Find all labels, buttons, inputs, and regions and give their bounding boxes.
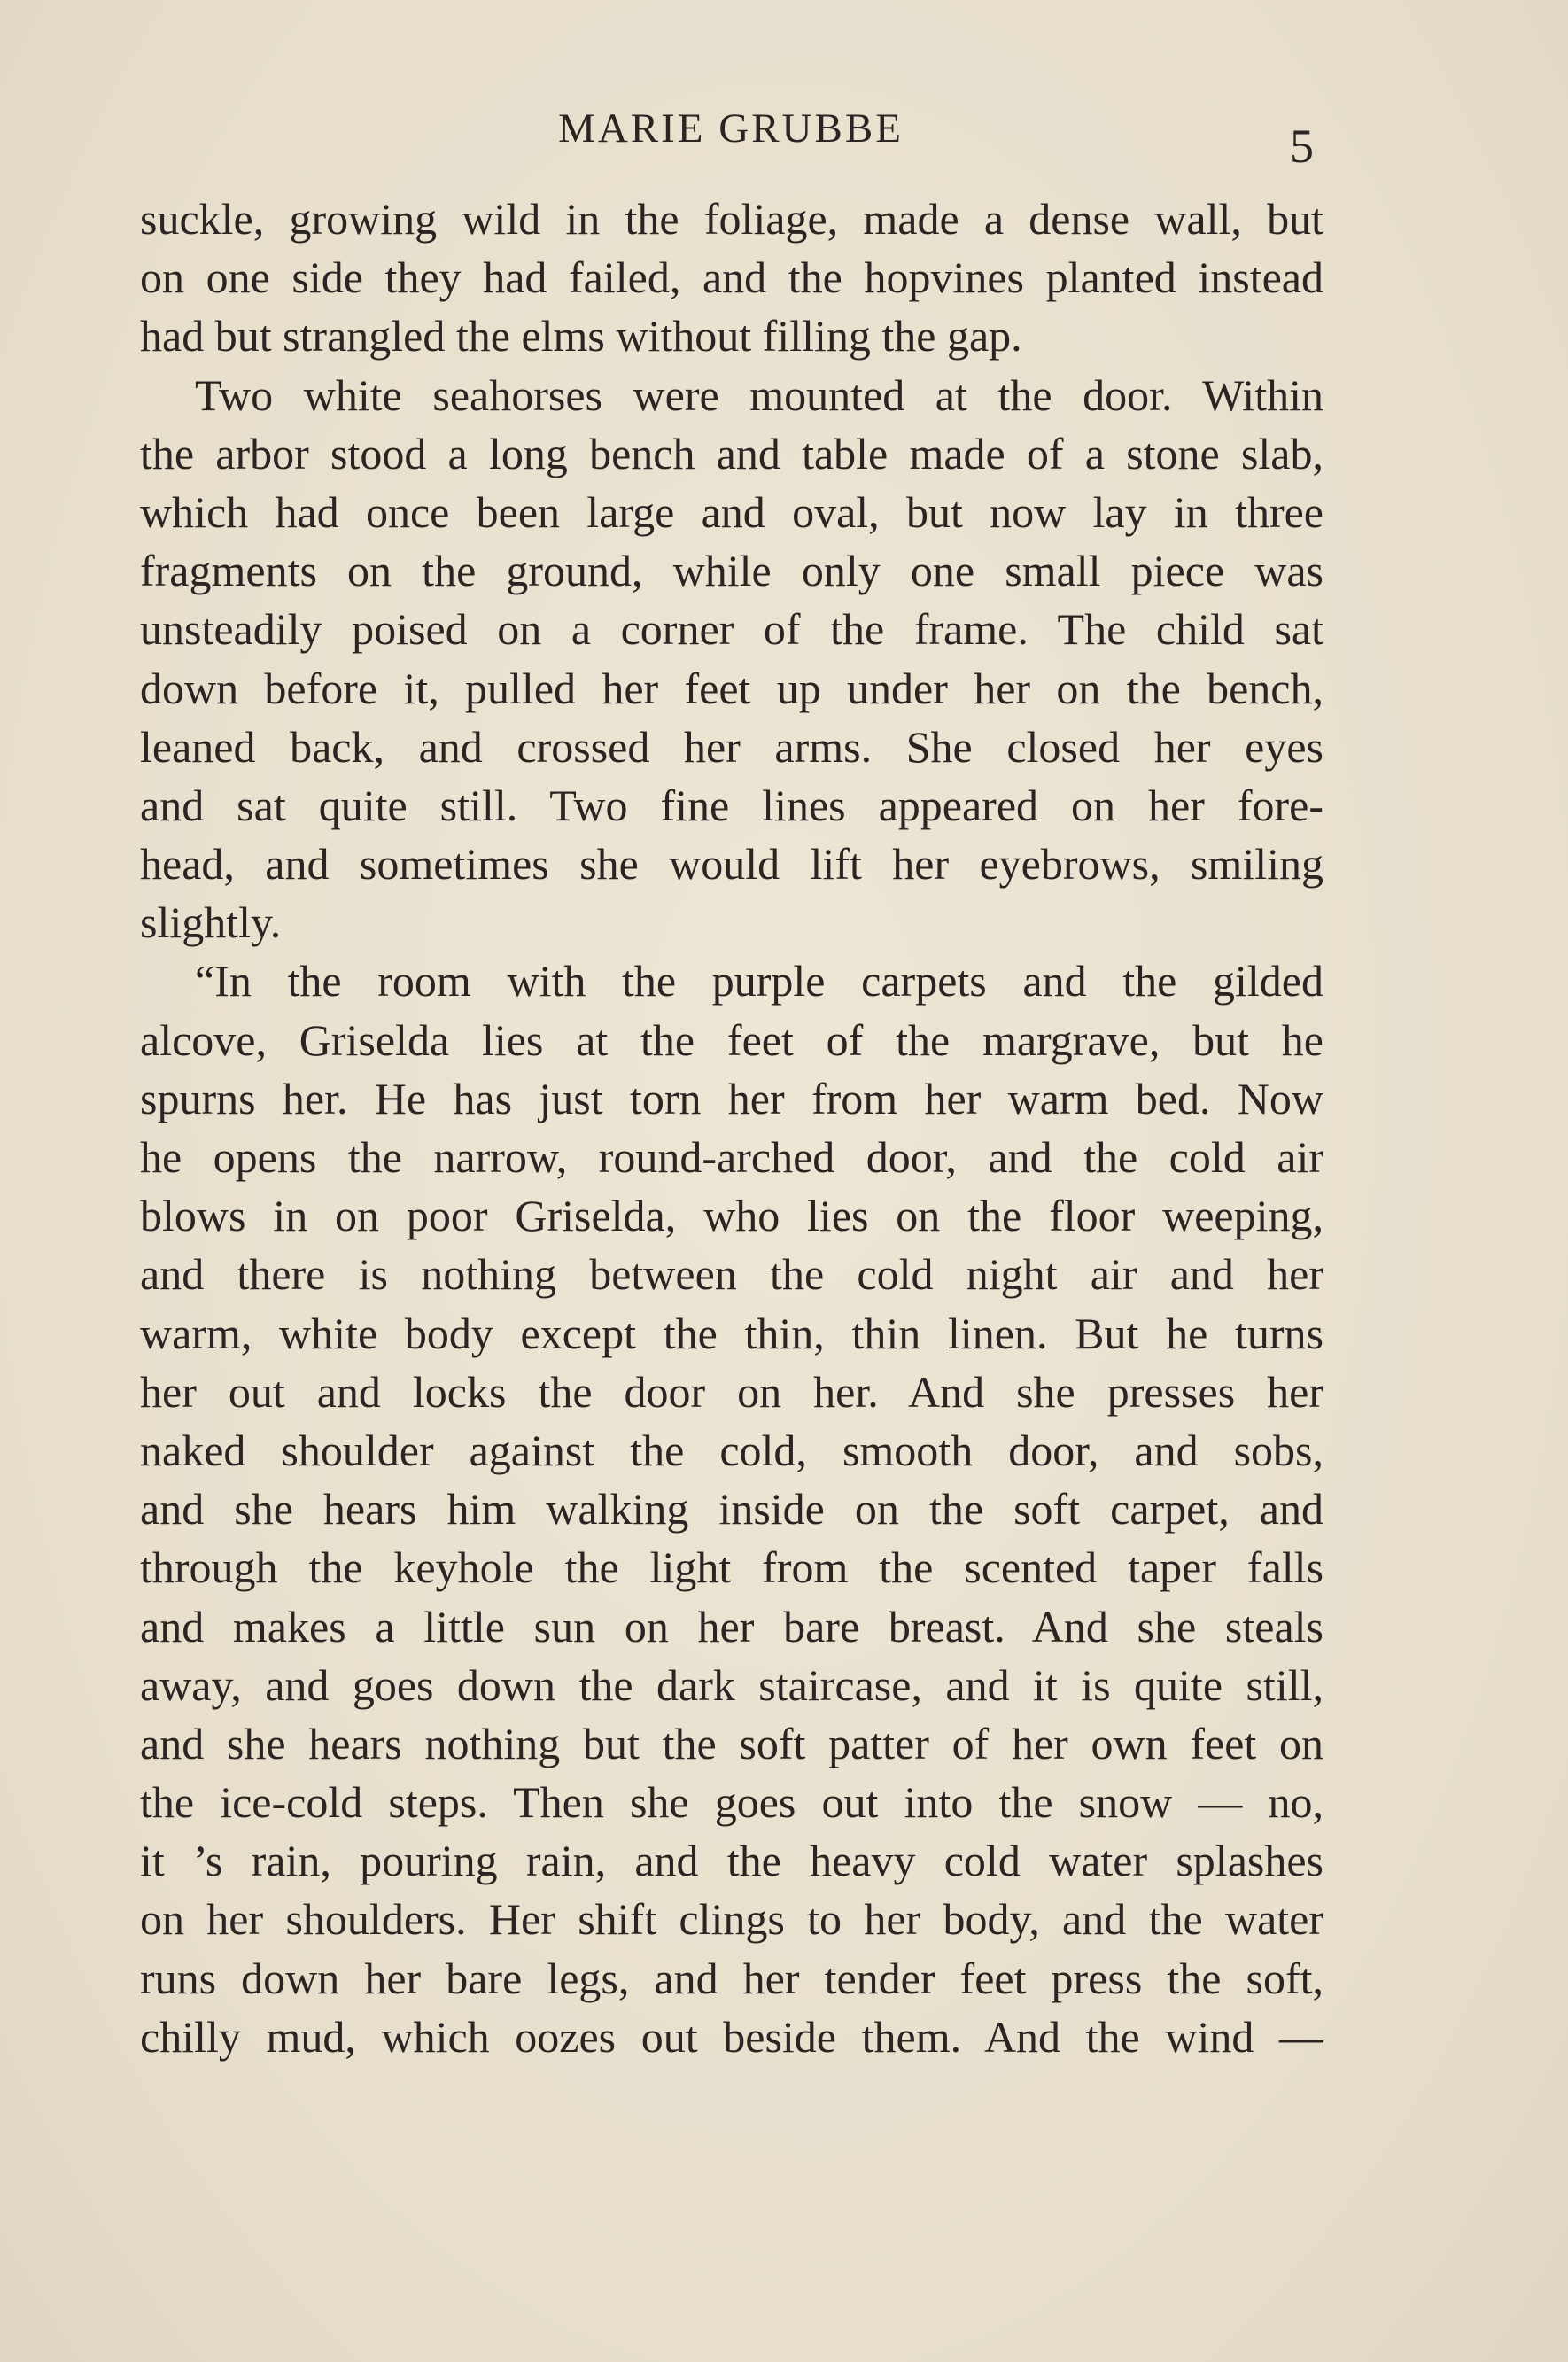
text-line: he opens the narrow, round-arched door, and the cold air	[140, 1132, 1323, 1182]
text-line: and she hears him walking inside on the soft carpet, and	[140, 1484, 1323, 1535]
running-head	[0, 105, 1568, 173]
text-line: through the keyhole the light from the scented taper falls	[140, 1542, 1323, 1593]
text-line: on one side they had failed, and the hopvines planted instead	[140, 253, 1323, 303]
text-line: suckle, growing wild in the foliage, made a dense wall, but	[140, 194, 1323, 244]
text-line: had but strangled the elms without filling the gap.	[140, 311, 1022, 361]
text-line: chilly mud, which oozes out beside them. And the wind —	[140, 2011, 1323, 2062]
text-line: unsteadily poised on a corner of the frame. The child sat	[140, 604, 1323, 655]
text-line: blows in on poor Griselda, who lies on the floor weeping,	[140, 1191, 1323, 1241]
text-line: and makes a little sun on her bare breast. And she steals	[140, 1601, 1323, 1651]
text-line: and there is nothing between the cold night air and her	[140, 1249, 1323, 1300]
running-title: MARIE GRUBBE	[558, 105, 904, 152]
text-line: “In the room with the purple carpets and the gilded	[195, 956, 1323, 1006]
text-line: naked shoulder against the cold, smooth door, and sobs,	[140, 1425, 1323, 1475]
page-number: 5	[1290, 120, 1314, 173]
text-line: Two white seahorses were mounted at the door. Within	[195, 369, 1323, 420]
text-line: it ’s rain, pouring rain, and the heavy cold water splashes	[140, 1836, 1323, 1886]
text-line: and sat quite still. Two fine lines appeared on her fore-	[140, 780, 1323, 830]
text-line: which had once been large and oval, but now lay in three	[140, 486, 1323, 537]
text-line: the ice-cold steps. Then she goes out into the snow — no,	[140, 1777, 1323, 1828]
text-line: on her shoulders. Her shift clings to her body, and the water	[140, 1894, 1323, 1945]
text-line: slightly.	[140, 897, 282, 948]
text-line: fragments on the ground, while only one small piece was	[140, 546, 1323, 596]
text-line: alcove, Griselda lies at the feet of the margrave, but he	[140, 1014, 1323, 1065]
text-line: and she hears nothing but the soft patter of her own feet on	[140, 1718, 1323, 1768]
text-line: the arbor stood a long bench and table made of a stone slab,	[140, 428, 1323, 478]
text-line: spurns her. He has just torn her from her warm bed. Now	[140, 1073, 1323, 1123]
body-text	[140, 190, 1323, 2066]
text-line: leaned back, and crossed her arms. She closed her eyes	[140, 721, 1323, 772]
text-line: warm, white body except the thin, thin linen. But he turns	[140, 1308, 1323, 1358]
text-line: her out and locks the door on her. And she presses her	[140, 1366, 1323, 1417]
text-line: head, and sometimes she would lift her eyebrows, smiling	[140, 839, 1323, 890]
text-line: runs down her bare legs, and her tender feet press the soft,	[140, 1953, 1323, 2003]
text-line: away, and goes down the dark staircase, and it is quite still,	[140, 1659, 1323, 1710]
text-line: down before it, pulled her feet up under her on the bench,	[140, 663, 1323, 713]
